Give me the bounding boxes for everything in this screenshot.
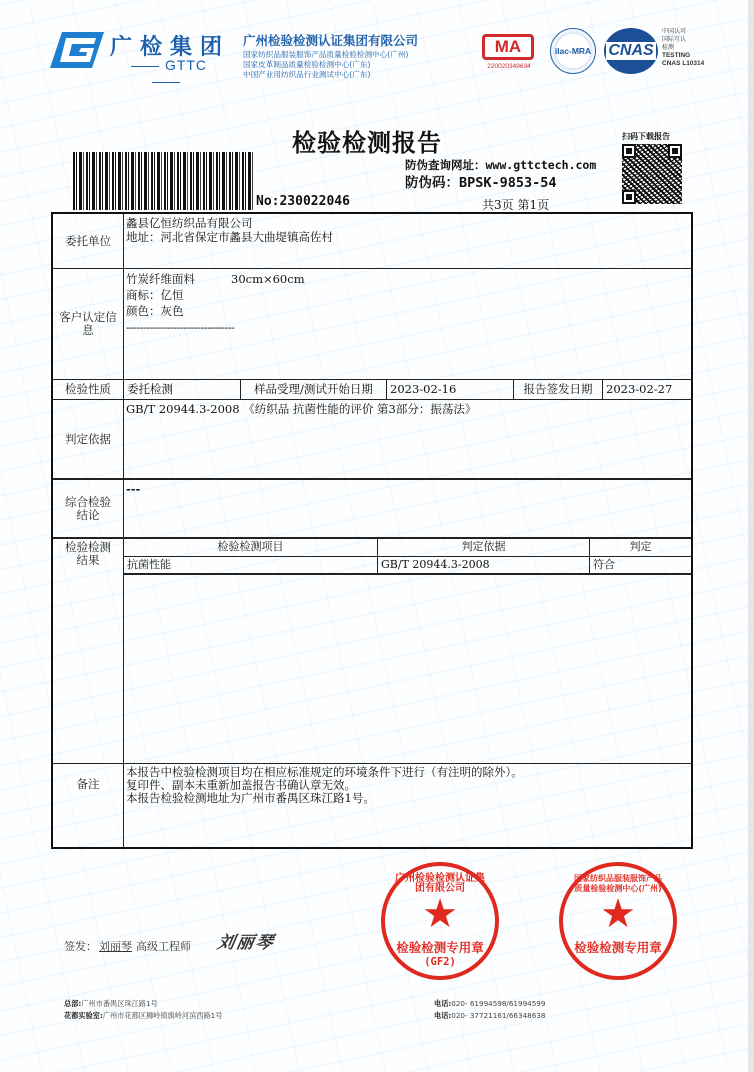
organization-info [243,31,418,80]
separator-line: -------------------------------- [126,320,235,334]
report-number: No:230022046 [256,194,350,209]
product-size: 30cm×60cm [231,272,305,286]
cnas-accreditation-text [662,28,704,68]
basis-row [53,400,691,480]
signer-title: 高级工程师 [136,940,191,953]
remarks-label: 备注 [53,764,124,847]
hq-address: 广州市番禺区珠江路1号 [81,999,158,1008]
start-date-value: 2023-02-16 [387,380,514,399]
cnas-code: CNAS L10314 [662,60,705,67]
star-icon: ★ [600,891,636,937]
results-row [53,539,691,764]
cma-number: 220020349634 [487,63,531,70]
cnas-line-1: 中国认可 [662,28,687,35]
qr-finder-icon [624,146,634,156]
lab-label: 花都实验室: [64,1011,103,1020]
customer-info-row [53,269,691,380]
handwritten-signature: 刘丽琴 [215,933,277,953]
result-verdict: 符合 [593,558,615,571]
product-name: 竹炭纤维面料 [126,272,195,286]
seal-label: 检验检测专用章 [574,940,662,955]
remarks-value [124,764,691,847]
client-label: 委托单位 [53,214,124,268]
basis-label: 判定依据 [53,400,124,478]
cnas-label: CNAS [608,42,654,59]
tel2-label: 电话: [434,1011,452,1020]
issue-date-label: 报告签发日期 [514,380,603,399]
cnas-logo-icon [604,28,658,74]
seal-gttc [381,862,499,980]
remark-line-3: 本报告检验检测地址为广州市番禺区珠江路1号。 [126,791,375,805]
tel2-number: 020- 37721161/66348638 [451,1011,546,1020]
results-label: 检验检测结果 [53,539,124,763]
hq-label: 总部: [64,999,82,1008]
anti-fake-url-label: 防伪查询网址： [405,158,486,172]
ilac-mra-logo-icon [550,28,596,74]
organization-sub-2: 国家皮革制品质量检验检测中心(广东) [243,60,371,69]
organization-name: 广州检验检测认证集团有限公司 [243,33,419,48]
page-info: 共3页 第1页 [482,198,550,212]
client-company: 蠡县亿恒纺织品有限公司 [126,216,253,230]
seal-ring-text: 国家纺织品服装服饰产品质量检验检测中心(广州) [574,874,662,893]
star-icon: ★ [422,891,458,937]
client-value [124,214,691,268]
report-table [51,212,693,849]
footer-phones [434,998,545,1022]
brand-name-en: GTTC [106,57,226,89]
gttc-logo-icon [48,30,106,70]
viewer-scrollbar[interactable] [748,0,754,1072]
inspection-nature-label: 检验性质 [53,380,124,399]
anti-fake-code: BPSK-9853-54 [459,175,557,191]
remarks-row [53,764,691,847]
conclusion-row [53,480,691,539]
tel1-label: 电话: [434,999,452,1008]
qr-label: 扫码下载报告 [622,132,670,141]
results-col-verdict: 判定 [629,540,652,553]
seal-label: 检验检测专用章 [396,940,484,955]
qr-code-icon[interactable] [622,144,682,204]
organization-sub-1: 国家纺织品服装服饰产品质量检验检测中心(广州) [243,50,409,59]
cma-icon: MA [482,34,534,60]
conclusion-value [124,480,691,537]
cnas-testing: TESTING [662,52,691,59]
cnas-line-2: 国际互认 [662,36,687,43]
client-row [53,214,691,269]
customer-info-label: 客户认定信息 [53,269,124,379]
footer-addresses [64,998,222,1022]
brand-name-cn: 广检集团 [110,35,231,60]
signoff [64,938,191,954]
anti-fake-url-link[interactable]: www.gttctech.com [485,158,597,172]
results-data-row [124,557,691,575]
anti-counterfeit-info [405,157,596,193]
signer-name: 刘丽琴 [99,940,132,953]
inspection-nature-value: 委托检测 [124,380,241,399]
results-header [124,539,691,557]
basis-standard: GB/T 20944.3-2008 《纺织品 抗菌性能的评价 第3部分：振荡法》 [126,402,477,416]
report-title: 检验检测报告 [292,129,442,157]
customer-info-value [124,269,691,379]
basis-value [124,400,691,478]
remark-line-2: 复印件、副本未重新加盖报告书确认章无效。 [126,778,356,792]
client-address: 地址：河北省保定市蠡县大曲堤镇高佐村 [126,230,333,244]
result-item: 抗菌性能 [124,557,378,573]
results-col-basis: 判定依据 [378,539,590,556]
cnas-line-3: 检测 [662,44,675,51]
ilac-label: ilac-MRA [554,46,592,56]
lab-address: 广州市花都区狮岭镇旗岭河滨西路1号 [102,1011,223,1020]
inspection-row [53,380,691,400]
result-basis: GB/T 20944.3-2008 [378,557,590,573]
results-col-item: 检验检测项目 [124,539,378,556]
start-date-label: 样品受理/测试开始日期 [241,380,387,399]
seal-ring-text: 广州检验检测认证集团有限公司 [395,873,485,894]
tel1-number: 020- 61994598/61994599 [451,999,546,1008]
conclusion-text: --- [126,482,141,496]
qr-finder-icon [624,192,634,202]
product-color: 颜色：灰色 [126,304,184,318]
issue-date-value: 2023-02-27 [606,382,673,396]
organization-sub-3: 中国产业用纺织品行业测试中心(广东) [243,70,371,79]
product-brand: 商标：亿恒 [126,288,184,302]
qr-finder-icon [670,146,680,156]
seal-national-center [559,862,677,980]
conclusion-label: 综合检验结论 [53,480,124,537]
seal-code: (GF2) [424,956,456,968]
cma-certification-logo [478,30,540,74]
remark-line-1: 本报告中检验检测项目均在相应标准规定的环境条件下进行（有注明的除外）。 [126,765,523,779]
signoff-label: 签发： [64,940,97,953]
anti-fake-code-label: 防伪码： [405,175,459,191]
barcode-icon [73,152,253,210]
